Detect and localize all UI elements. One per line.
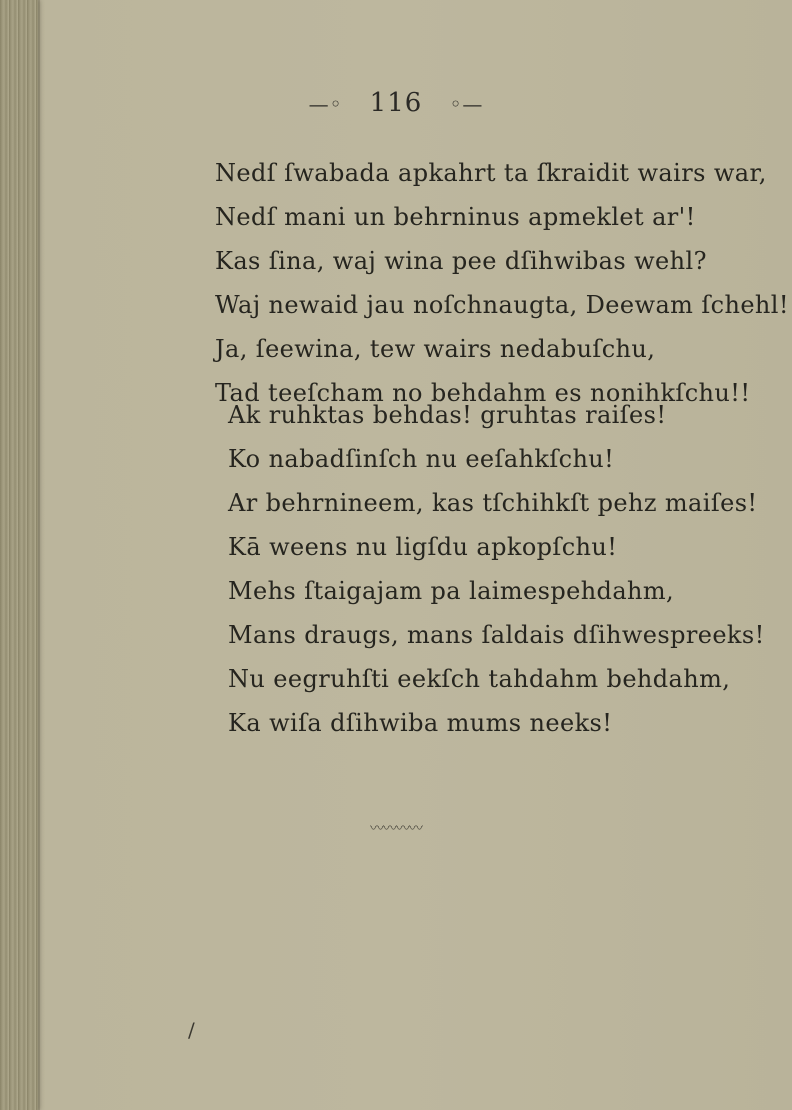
verse-line: Mans draugs, mans ſaldais dſihwespreeks! (228, 621, 765, 649)
verse-line: Nedſ mani un behrninus apmeklet ar'! (215, 203, 696, 231)
stanza-1 (215, 151, 789, 415)
verse-line: Ka wiſa dſihwiba mums neeks! (228, 709, 613, 737)
verse-line: Nedſ ſwabada apkahrt ta ſkraidit wairs war, (215, 159, 767, 187)
stray-pencil-mark: / (188, 1018, 195, 1042)
verse-line: Mehs ſtaigajam pa laimespehdahm, (228, 577, 675, 605)
verse-line: Kā weens nu ligſdu apkopſchu! (228, 533, 618, 561)
verse-line: Tad teeſcham no behdahm es nonihkſchu!! (215, 379, 751, 407)
right-dash-ornament: ◦— (449, 92, 484, 116)
verse-line: Ar behrnineem, kas tſchihkſt pehz maiſes! (228, 489, 758, 517)
page-header (0, 88, 792, 118)
left-dash-ornament: —◦ (308, 92, 343, 116)
verse-line: Nu eegruhſti eekſch tahdahm behdahm, (228, 665, 731, 693)
verse-line: Waj newaid jau noſchnaugta, Deewam ſchehl! (215, 291, 789, 319)
verse-line: Kas ſina, waj wina pee dſihwibas wehl? (215, 247, 707, 275)
verse-line: Ja, ſeewina, tew wairs nedabuſchu, (215, 335, 656, 363)
spine-edge (38, 0, 40, 1110)
verse-line: Ak ruhktas behdas! gruhtas raiſes! (228, 401, 667, 429)
book-spine (0, 0, 38, 1110)
page-number: 116 (369, 88, 423, 118)
end-ornament: 〰〰〰〰 (370, 821, 422, 837)
stanza-2 (228, 393, 765, 745)
verse-line: Ko nabadſinſch nu eeſahkſchu! (228, 445, 615, 473)
